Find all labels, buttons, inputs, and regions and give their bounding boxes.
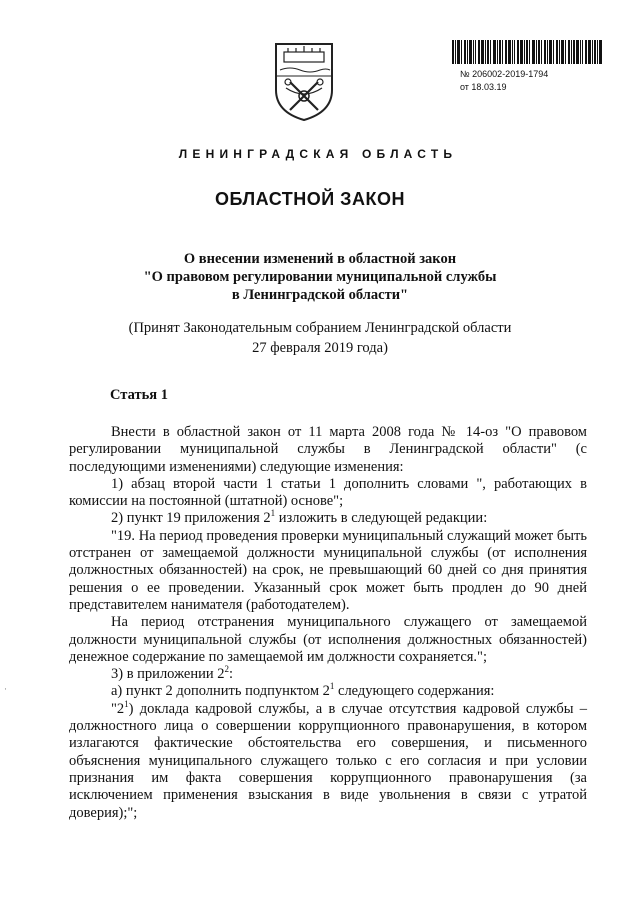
paragraph-text: изложить в следующей редакции: xyxy=(275,510,488,527)
paragraph-text: : xyxy=(229,666,234,683)
superscript: 2 xyxy=(224,664,229,675)
adoption-note xyxy=(0,318,640,358)
adoption-line: 27 февраля 2019 года) xyxy=(252,340,388,356)
paragraph-text: "2 xyxy=(111,700,125,717)
article-heading: Статья 1 xyxy=(110,387,168,403)
paragraph: 1) абзац второй части 1 статьи 1 дополнить словами ", работающих в комиссии на постоянной (штатной) основе"; xyxy=(69,475,587,510)
region-name: ЛЕНИНГРАДСКАЯ ОБЛАСТЬ xyxy=(178,147,458,161)
paragraph-text: а) пункт 2 дополнить подпунктом 2 xyxy=(111,683,330,700)
law-title-line: О внесении изменений в областной закон xyxy=(183,251,457,267)
law-title-line: "О правовом регулировании муниципальной службы xyxy=(143,269,497,285)
paragraph xyxy=(69,698,587,822)
paragraph: На период отстранения муниципального служащего от замещаемой должности муниципальной службы (от исполнения должностных обязанностей) денежное содержание по замещаемой им должности сохраняется."; xyxy=(69,614,587,665)
paragraph-text: 2) пункт 19 приложения 2 xyxy=(111,510,271,527)
paragraph-text: следующего содержания: xyxy=(334,683,495,700)
superscript: 1 xyxy=(124,698,129,709)
registration-block xyxy=(460,68,548,94)
barcode xyxy=(452,40,602,64)
superscript: 1 xyxy=(329,681,335,692)
adoption-line: (Принят Законодательным собранием Ленинградской области xyxy=(128,320,512,336)
registration-number: № 206002-2019-1794 xyxy=(460,69,549,79)
paragraph xyxy=(69,666,587,683)
document-type: ОБЛАСТНОЙ ЗАКОН xyxy=(215,189,405,209)
paragraph-text: 3) в приложении 2 xyxy=(111,666,225,683)
law-title xyxy=(0,250,640,304)
paragraph: "19. На период проведения проверки муниципальный служащий может быть отстранен от замещаемой должности муниципальной службы (от исполнения должностных обязанностей) на срок, не превышающий 60 дней со дня принятия решения о ее проведении. Указанный срок может быть продлен до 90 дней представителем нанимателя (работодателем). xyxy=(69,527,587,613)
paragraph: Внести в областной закон от 11 марта 2008 года № 14-оз "О правовом регулировании муниципальной службы в Ленинградской области" (с последующими изменениями) следующие изменения: xyxy=(69,424,587,475)
paragraph-text: ) доклада кадровой службы, а в случае отсутствия кадровой службы – должностного лица о совершении коррупционного правонарушения, в котором излагаются фактические обстоятельства его совершения, и письменного объяснения муниципального служащего только с его согласия и при условии признания им факта совершения коррупционного правонарушения (за исключением применения взыскания в виде увольнения в связи с утратой доверия);"; xyxy=(69,700,587,821)
article-body xyxy=(69,424,587,822)
superscript: 1 xyxy=(270,508,276,519)
paragraph xyxy=(69,683,587,700)
margin-mark: · xyxy=(4,684,7,694)
registration-date: от 18.03.19 xyxy=(460,82,507,92)
coat-of-arms-emblem xyxy=(270,40,338,122)
paragraph xyxy=(69,510,587,527)
law-title-line: в Ленинградской области" xyxy=(231,287,409,303)
